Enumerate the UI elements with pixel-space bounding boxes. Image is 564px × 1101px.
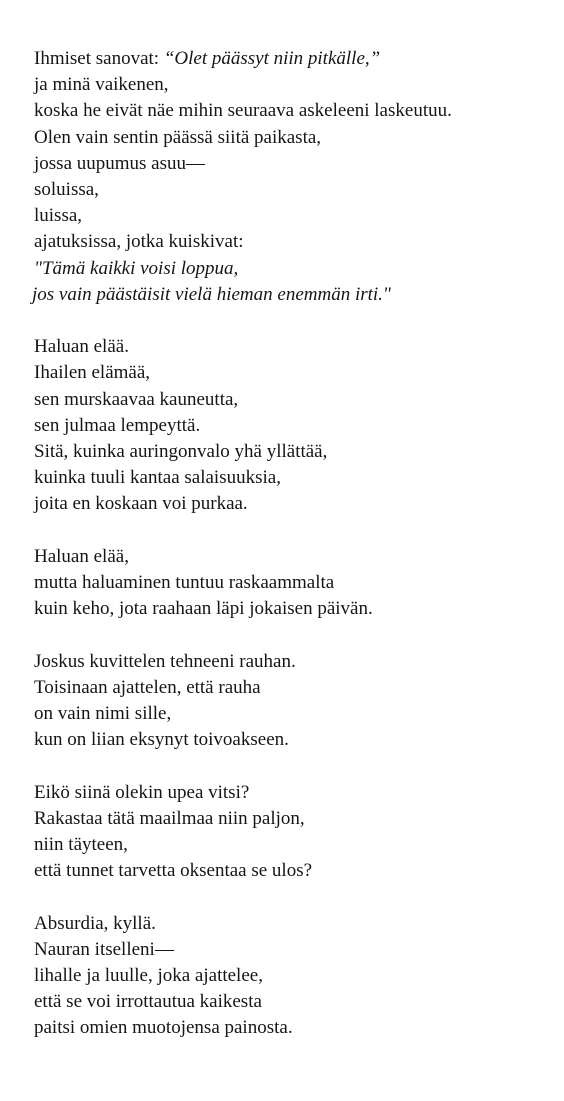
- poem-line: luissa,: [34, 205, 83, 227]
- poem-line: että tunnet tarvetta oksentaa se ulos?: [34, 860, 313, 882]
- poem-line: Nauran itselleni—: [34, 938, 174, 960]
- poem-line: soluissa,: [34, 179, 99, 201]
- stanza-1: [34, 46, 554, 308]
- poem-line-italic: jos vain päästäisit vielä hieman enemmän irti.": [32, 283, 391, 305]
- poem-line: Olen vain sentin päässä siitä paikasta,: [34, 126, 322, 148]
- quoted-speech: “Olet päässyt niin pitkälle,”: [163, 48, 381, 69]
- poem-line: Eikö siinä olekin upea vitsi?: [34, 781, 250, 803]
- poem-line: Haluan elää,: [34, 545, 129, 567]
- poem-line: Ihailen elämää,: [34, 362, 151, 384]
- poem-line: paitsi omien muotojensa painosta.: [34, 1017, 293, 1039]
- stanza-5: [34, 780, 554, 885]
- poem-line: että se voi irrottautua kaikesta: [34, 991, 262, 1013]
- poem-line: Rakastaa tätä maailmaa niin paljon,: [34, 807, 305, 829]
- poem-line: [34, 46, 554, 72]
- poem-line: Toisinaan ajattelen, että rauha: [34, 676, 261, 698]
- poem-line: niin täyteen,: [34, 834, 128, 856]
- poem-line: koska he eivät näe mihin seuraava askeleeni laskeutuu.: [34, 100, 452, 122]
- stanza-6: [34, 911, 554, 1042]
- poem-line: joita en koskaan voi purkaa.: [34, 493, 248, 515]
- stanza-4: [34, 649, 554, 754]
- poem-line: sen murskaavaa kauneutta,: [34, 388, 239, 410]
- poem-line: lihalle ja luulle, joka ajattelee,: [34, 965, 263, 987]
- poem: [34, 46, 554, 1068]
- poem-line-italic: "Tämä kaikki voisi loppua,: [34, 257, 239, 279]
- poem-line: Absurdia, kyllä.: [34, 912, 156, 934]
- poem-line: on vain nimi sille,: [34, 703, 172, 725]
- stanza-2: [34, 334, 554, 517]
- poem-line: jossa uupumus asuu—: [34, 152, 205, 174]
- poem-line: kuin keho, jota raahaan läpi jokaisen päivän.: [34, 598, 373, 620]
- poem-line: mutta haluaminen tuntuu raskaammalta: [34, 572, 335, 594]
- poem-line: Sitä, kuinka auringonvalo yhä yllättää,: [34, 441, 328, 463]
- poem-line: ajatuksissa, jotka kuiskivat:: [34, 231, 244, 253]
- line-text: Ihmiset sanovat:: [34, 48, 164, 69]
- poem-line: ja minä vaikenen,: [34, 74, 169, 96]
- poem-line: kuinka tuuli kantaa salaisuuksia,: [34, 467, 281, 489]
- poem-line: kun on liian eksynyt toivoakseen.: [34, 729, 289, 751]
- stanza-3: [34, 544, 554, 623]
- poem-line: sen julmaa lempeyttä.: [34, 414, 201, 436]
- poem-line: Joskus kuvittelen tehneeni rauhan.: [34, 650, 296, 672]
- poem-line: Haluan elää.: [34, 336, 129, 358]
